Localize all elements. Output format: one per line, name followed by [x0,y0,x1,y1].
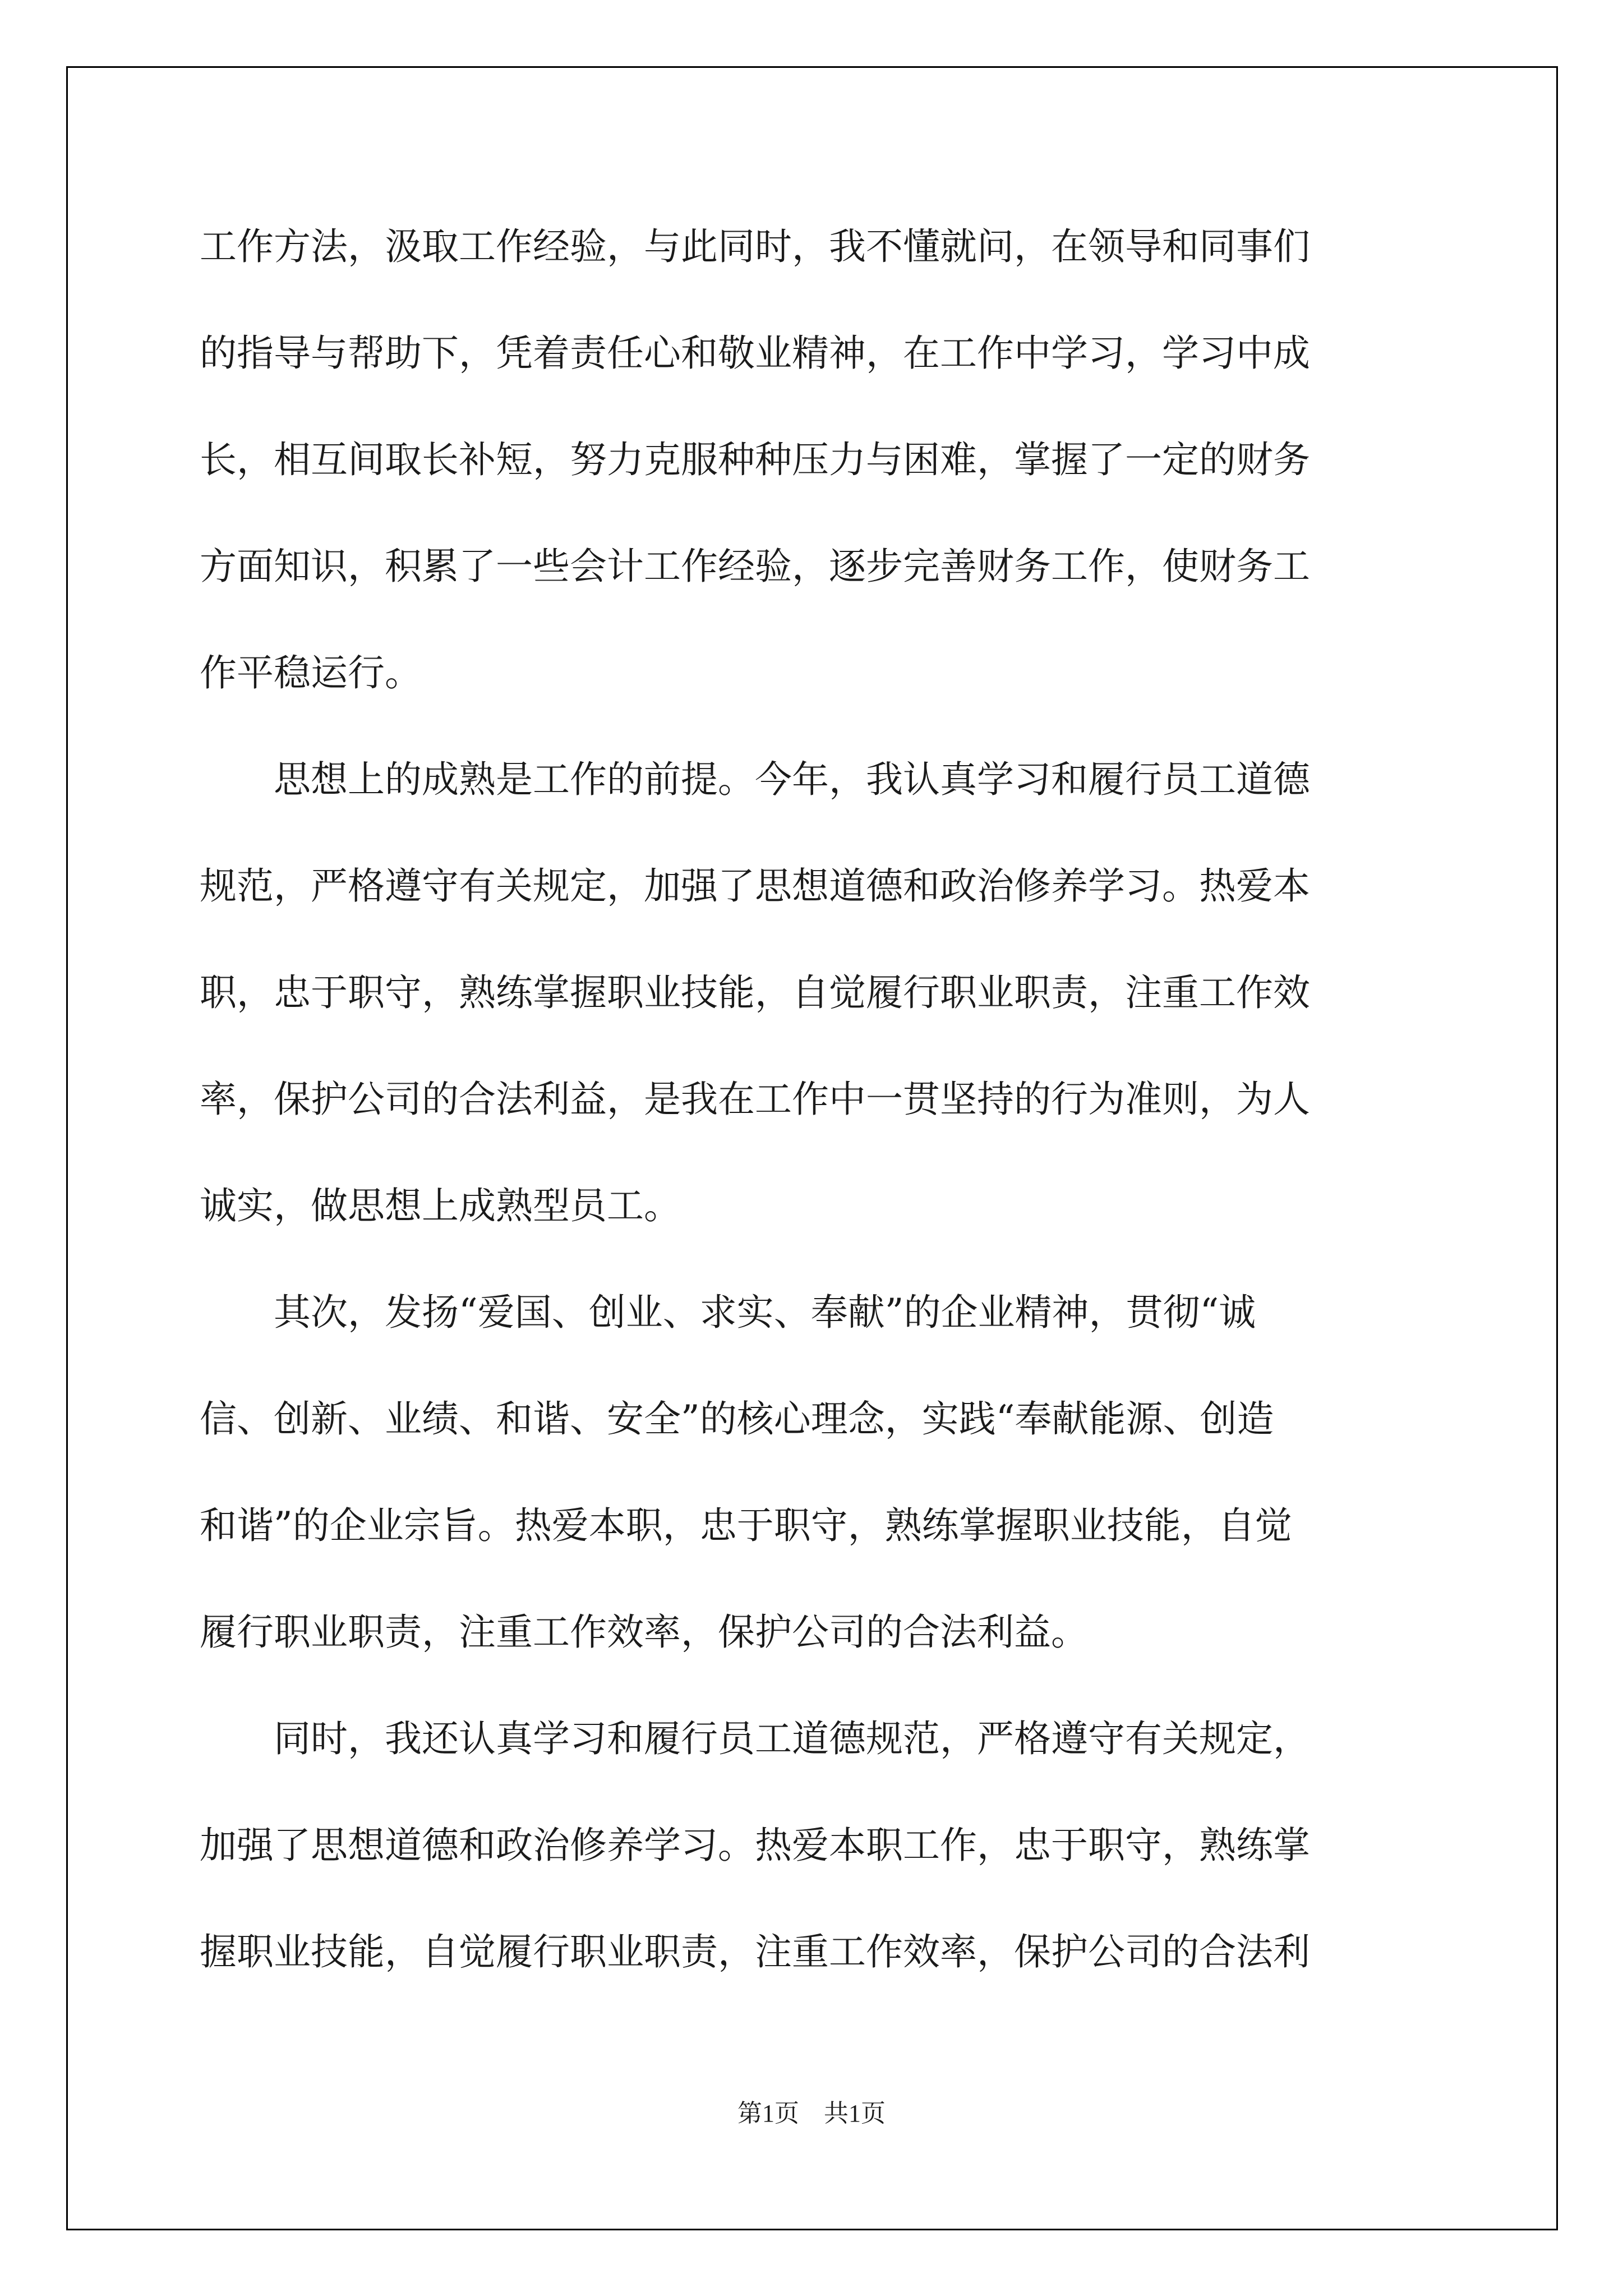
text-line: 思想上的成熟是工作的前提。今年，我认真学习和履行员工道德 [200,758,1310,801]
text-line: 方面知识，积累了一些会计工作经验，逐步完善财务工作，使财务工 [200,545,1310,588]
text-line: 同时，我还认真学习和履行员工道德规范，严格遵守有关规定， [200,1717,1310,1760]
page-border [66,66,1558,2230]
text-line: 诚实，做思想上成熟型员工。 [200,1184,681,1227]
text-line: 和谐”的企业宗旨。热爱本职，忠于职守，熟练掌握职业技能，自觉 [200,1504,1292,1547]
text-line: 作平稳运行。 [200,651,422,694]
text-line: 信、创新、业绩、和谐、安全”的核心理念，实践“奉献能源、创造 [200,1397,1274,1441]
text-line: 握职业技能，自觉履行职业职责，注重工作效率，保护公司的合法利 [200,1930,1310,1973]
text-line: 职，忠于职守，熟练掌握职业技能，自觉履行职业职责，注重工作效 [200,971,1310,1014]
text-line: 长，相互间取长补短，努力克服种种压力与困难，掌握了一定的财务 [200,438,1310,481]
text-line: 加强了思想道德和政治修养学习。热爱本职工作，忠于职守，熟练掌 [200,1824,1310,1867]
text-line: 规范，严格遵守有关规定，加强了思想道德和政治修养学习。热爱本 [200,864,1310,908]
text-line: 履行职业职责，注重工作效率，保护公司的合法利益。 [200,1611,1088,1654]
text-line: 工作方法，汲取工作经验，与此同时，我不懂就问，在领导和同事们 [200,225,1310,268]
text-line: 的指导与帮助下，凭着责任心和敬业精神，在工作中学习，学习中成 [200,332,1310,375]
text-line: 其次，发扬“爱国、创业、求实、奉献”的企业精神，贯彻“诚 [200,1291,1256,1334]
page-number-label: 第1页 共1页 [737,2100,886,2127]
page-footer [0,2097,1623,2131]
text-line: 率，保护公司的合法利益，是我在工作中一贯坚持的行为准则，为人 [200,1078,1310,1121]
